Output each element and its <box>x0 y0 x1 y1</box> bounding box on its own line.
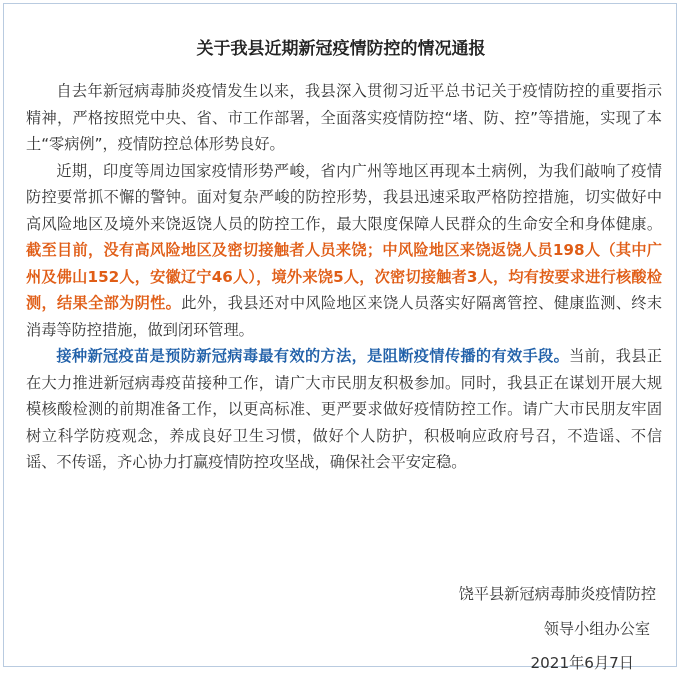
signature-date: 2021年6月7日 <box>530 654 634 672</box>
paragraph-2 <box>26 158 662 344</box>
document-body <box>26 78 662 476</box>
paragraph-2-text-a: 近期，印度等周边国家疫情形势严峻，省内广州等地区再现本土病例，为我们敲响了疫情防控要常抓不懈的警钟。面对复杂严峻的防控形势，我县迅速采取严格防控措施，切实做好中高风险地区及境外来饶返饶人员的防控工作，最大限度保障人民群众的生命安全和身体健康。 <box>26 161 662 233</box>
paragraph-3-text-a: 当前，我县正在大力推进新冠病毒疫苗接种工作，请广大市民朋友积极参加。同时，我县正在谋划开展大规模核酸检测的前期准备工作，以更高标准、更严要求做好疫情防控工作。请广大市民朋友牢固树立科学防疫观念，养成良好卫生习惯，做好个人防护，积极响应政府号召，不造谣、不信谣、不传谣，齐心协力打赢疫情防控攻坚战，确保社会平安定稳。 <box>26 347 663 471</box>
signature-org-line1: 饶平县新冠病毒肺炎疫情防控 <box>458 585 656 603</box>
paragraph-3-highlight: 接种新冠疫苗是预防新冠病毒最有效的方法，是阻断疫情传播的有效手段。 <box>56 347 570 365</box>
paragraph-3 <box>26 343 662 476</box>
document-title: 关于我县近期新冠疫情防控的情况通报 <box>196 39 486 59</box>
paragraph-1: 自去年新冠病毒肺炎疫情发生以来，我县深入贯彻习近平总书记关于疫情防控的重要指示精神，严格按照党中央、省、市工作部署，全面落实疫情防控“堵、防、控”等措施，实现了本土“零病例”，疫情防控总体形势良好。 <box>26 82 662 153</box>
paragraph-2-highlight: 截至目前，没有高风险地区及密切接触者人员来饶；中风险地区来饶返饶人员198人（其中广州及佛山152人，安徽辽宁46人），境外来饶5人，次密切接触者3人，均有按要求进行核酸检测，结果全部为阴性。 <box>26 241 662 312</box>
paragraph-2-text-b: 此外，我县还对中风险地区来饶人员落实好隔离管控、健康监测、终末消毒等防控措施，做到闭环管理。 <box>26 294 663 339</box>
signature-org-line2: 领导小组办公室 <box>543 620 650 638</box>
